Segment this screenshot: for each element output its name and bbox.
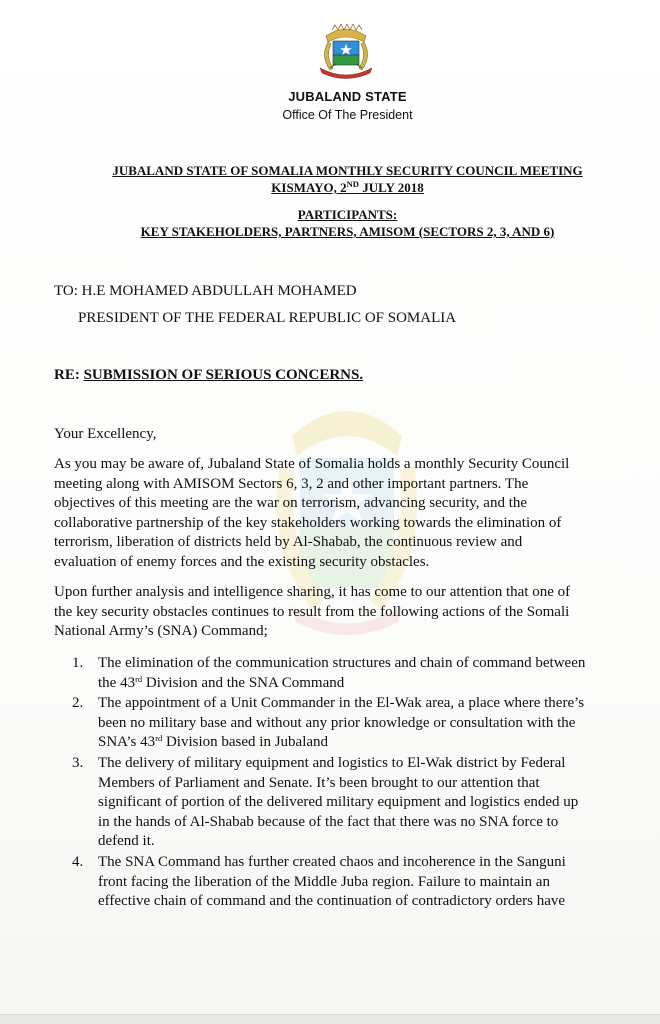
office-name: Office Of The President — [282, 108, 413, 122]
paragraph-line: the key security obstacles continues to result from the following actions of the Somali — [54, 603, 570, 620]
paragraph-line: evaluation of enemy forces and the existing security obstacles. — [54, 553, 430, 570]
subject-text: SUBMISSION OF SERIOUS CONCERNS. — [83, 367, 364, 383]
list-item-number: 1. — [72, 655, 84, 671]
paragraph-line: terrorism, liberation of districts held by Al-Shabab, the continuous review and — [54, 534, 523, 551]
paragraph-line: Upon further analysis and intelligence sharing, it has come to our attention that one of — [54, 584, 571, 600]
page-bottom-edge — [0, 1014, 660, 1024]
list-item-line: significant of portion of the delivered military equipment and logistics ended up — [98, 794, 579, 811]
paragraph-line: meeting along with AMISOM Sectors 6, 3, 2 and other important partners. The — [54, 475, 529, 492]
list-item-line: effective chain of command and the continuation of contradictory orders have — [98, 893, 566, 910]
paragraph-intro — [54, 455, 654, 573]
list-item — [54, 853, 660, 912]
list-item-line: been no military base and without any prior knowledge or consultation with the — [98, 714, 576, 731]
addressee-title: PRESIDENT OF THE FEDERAL REPUBLIC OF SOMALIA — [78, 310, 457, 326]
paragraph-line: National Army’s (SNA) Command; — [54, 623, 268, 640]
list-item-line: The appointment of a Unit Commander in the El-Wak area, a place where there’s — [98, 695, 585, 712]
list-item-text: Division and the SNA Command — [142, 674, 345, 691]
meeting-date — [0, 180, 660, 196]
list-item-number: 3. — [72, 754, 84, 771]
list-item — [54, 754, 660, 852]
paragraph-line: collaborative partnership of the key stakeholders working towards the elimination of — [54, 514, 562, 531]
paragraph-line: As you may be aware of, Jubaland State of Somalia holds a monthly Security Council — [54, 456, 570, 472]
addressee-line: TO: H.E MOHAMED ABDULLAH MOHAMED — [54, 283, 357, 299]
list-item-line: The SNA Command has further created chaos and incoherence in the Sanguni — [98, 853, 566, 870]
jubaland-emblem-icon — [316, 24, 376, 80]
list-item-text: SNA’s 43 — [98, 734, 156, 751]
list-item-line: Members of Parliament and Senate. It’s been brought to our attention that — [98, 774, 540, 791]
list-item-line: The elimination of the communication structures and chain of command between — [98, 655, 586, 671]
ordinal-suffix: rd — [135, 673, 143, 684]
ordinal-suffix: rd — [155, 733, 163, 744]
participants-list: KEY STAKEHOLDERS, PARTNERS, AMISOM (SECTORS 2, 3, AND 6) — [140, 224, 555, 239]
paragraph-analysis — [54, 583, 654, 642]
participants-label: PARTICIPANTS: — [297, 207, 398, 222]
list-item-text: the 43 — [98, 674, 136, 691]
meeting-date-suffix: JULY 2018 — [358, 180, 424, 195]
paragraph-line: objectives of this meeting are the war on terrorism, advancing security, and the — [54, 495, 528, 512]
list-item-line — [98, 674, 660, 694]
meeting-date-ordinal: ND — [346, 179, 359, 189]
list-item — [54, 694, 660, 753]
list-item — [54, 654, 660, 693]
list-item-number: 4. — [72, 853, 84, 870]
list-item-line: front facing the liberation of the Middle Juba region. Failure to maintain an — [98, 873, 550, 890]
list-item-number: 2. — [72, 695, 84, 712]
list-item-line: in the hands of Al-Shabab because of the fact that there was no SNA force to — [98, 813, 559, 830]
meeting-title: JUBALAND STATE OF SOMALIA MONTHLY SECURITY COUNCIL MEETING — [112, 163, 583, 178]
subject-line — [54, 367, 363, 384]
salutation: Your Excellency, — [54, 426, 157, 442]
list-item-line: The delivery of military equipment and logistics to El-Wak district by Federal — [98, 754, 566, 771]
list-item-text: Division based in Jubaland — [162, 734, 329, 751]
subject-label: RE: — [54, 367, 80, 383]
concerns-list — [54, 654, 660, 912]
organization-name: JUBALAND STATE — [288, 89, 407, 104]
list-item-line: defend it. — [98, 833, 155, 850]
meeting-date-prefix: KISMAYO, 2 — [271, 180, 347, 195]
list-item-line — [98, 733, 660, 753]
